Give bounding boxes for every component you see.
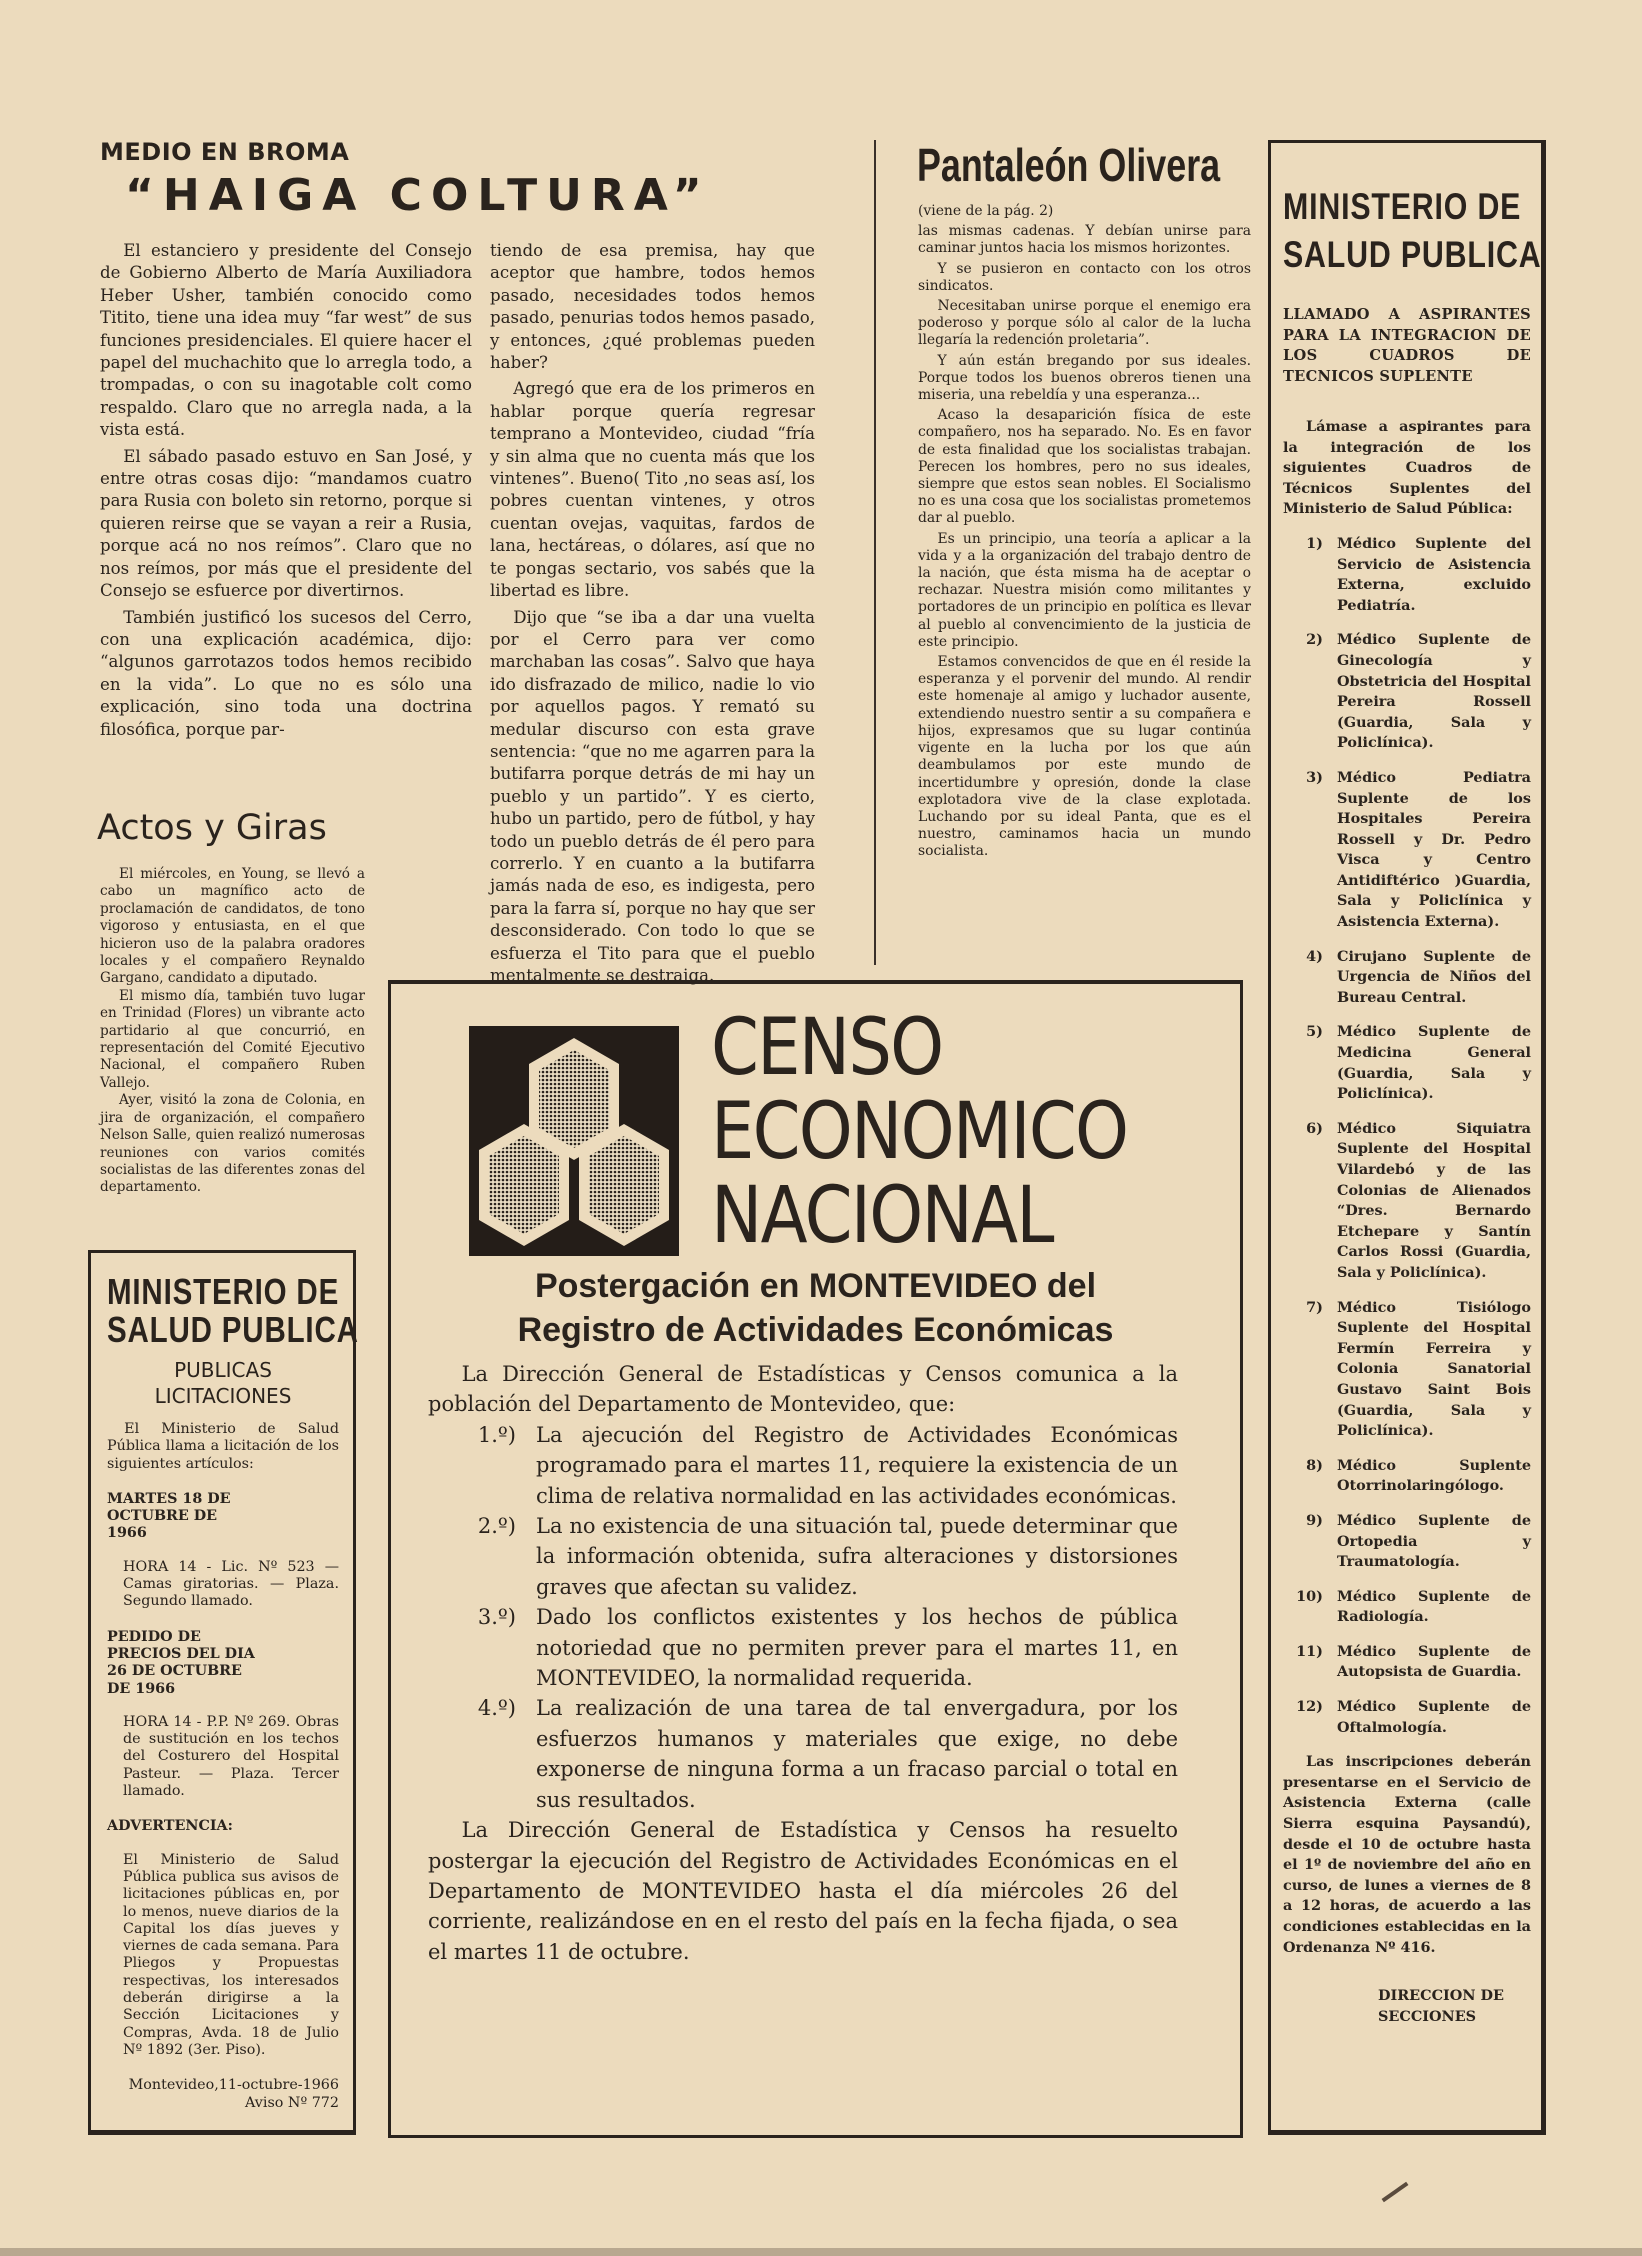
warning-text: El Ministerio de Salud Pública publica sus avisos de licitaciones públicas en, por lo menos, nueve diarios de la Capital los días jueves y viernes de cada semana. Para Pliegos y Propuestas respectivas, los interesados deberán dirigirse a la Sección Licitaciones y Compras, Avda. 18 de Julio Nº 1892 (3er. Piso). bbox=[123, 1851, 339, 2058]
item-text: Médico Suplente de Radiología. bbox=[1337, 1587, 1531, 1626]
paragraph: Acaso la desaparición física de este compañero, nos ha separado. No. Es en favor de esta finalidad que los socialistas trabajan. Perecen los hombres, pero no sus ideales, siempre que estos sean nobles. El Socialismo no es una cosa que los socialistas prometemos dar al pueblo. bbox=[918, 407, 1251, 527]
article-column-2 bbox=[490, 240, 815, 991]
notice-title: MINISTERIO DE bbox=[1283, 186, 1522, 227]
paragraph: las mismas cadenas. Y debían unirse para caminar juntos hacia los mismos horizontes. bbox=[918, 223, 1251, 257]
paragraph: Ayer, visitó la zona de Colonia, en jira de organización, el compañero Nelson Salle, quien realizó numerosas reuniones con varios comités socialistas de las diferentes zonas del departamento. bbox=[100, 1092, 365, 1196]
list-item bbox=[428, 1511, 1178, 1602]
notice-subtitle bbox=[107, 1357, 339, 1409]
ad-intro: La Dirección General de Estadísticas y Censos comunica a la población del Departamento de Montevideo, que: bbox=[428, 1362, 1178, 1417]
paragraph: Dijo que “se iba a dar una vuelta por el Cerro para ver como marchaban las cosas”. Salvo que haya ido disfrazado de milico, nadie lo vio por aquellos pagos. Y remató su medular discurso con esta grave sentencia: “que no me agarren para la butifarra porque detrás de mi hay un pueblo y un partido”. Y es cierto, hubo un partido, pero de fútbol, y hay todo un pueblo detrás de él pero para correrlo. Y en cuanto a la butifarra jamás nada de eso, es indigesta, pero para la farra sí, porque no hay que ser desconsiderado. Con todo lo que se esfuerza el Tito para que el pueblo mentalmente se destraiga. bbox=[490, 607, 815, 985]
list-item bbox=[1283, 768, 1531, 933]
wordmark-line: CENSO bbox=[711, 1003, 943, 1093]
signature-line: DIRECCION DE bbox=[1378, 1987, 1504, 2005]
item-text: Médico Tisiólogo Suplente del Hospital Fermín Ferreira y Colonia Sanatorial Gustavo Saint Bois (Guardia, Sala y Policlínica). bbox=[1337, 1298, 1531, 1440]
item-number: 4.º) bbox=[477, 1696, 516, 1721]
notice-signature bbox=[1378, 1986, 1531, 2027]
notice-call: LLAMADO A ASPIRANTES PARA LA INTEGRACION DE LOS CUADROS DE TECNICOS SUPLENTE bbox=[1283, 306, 1531, 385]
item-text: Cirujano Suplente de Urgencia de Niños del Bureau Central. bbox=[1337, 947, 1531, 1006]
wordmark-line: NACIONAL bbox=[711, 1171, 1053, 1261]
item-number: 7) bbox=[1306, 1298, 1323, 1316]
paragraph: Agregó que era de los primeros en hablar porque quería regresar temprano a Montevideo, ciudad “fría y sin alma que no cuenta más que los vintenes”. Bueno( Tito ,no seas así, los pobres cuentan vintenes, y otros cuentan ovejas, vaquitas, fardos de lana, hectáreas, o dólares, así que no te pongas sectario, vos sabés que la libertad es libre. bbox=[490, 379, 815, 601]
item-number: 3) bbox=[1306, 768, 1323, 786]
item-text: La ajecución del Registro de Actividades Económicas programado para el martes 11, requiere la existencia de un clima de relativa normalidad en las actividades económicas. bbox=[536, 1422, 1178, 1508]
item-text: Médico Suplente del Servicio de Asistencia Externa, excluido Pediatría. bbox=[1337, 534, 1531, 614]
item-number: 2) bbox=[1306, 631, 1323, 649]
headline-line: Postergación en MONTEVIDEO del bbox=[534, 1267, 1097, 1305]
list-item bbox=[1283, 1697, 1531, 1738]
item-text: La realización de una tarea de tal envergadura, por los esfuerzos humanos y materiales que exige, no debe exponerse de ninguna forma a un fracaso parcial o total en sus resultados. bbox=[536, 1696, 1178, 1812]
notice-date: MARTES 18 DE OCTUBRE DE 1966 bbox=[107, 1490, 231, 1542]
page-edge-shadow bbox=[0, 2248, 1642, 2256]
subtitle-line: PUBLICAS bbox=[174, 1358, 272, 1382]
notice-closing: Las inscripciones deberán presentarse en el Servicio de Asistencia Externa (calle Sierra esquina Paysandú), desde el 10 de octubre hasta el 1º de noviembre del año en curso, de lunes a viernes de 8 a 12 horas, de acuerdo a las condiciones establecidas en la Ordenanza Nº 416. bbox=[1283, 1753, 1531, 1956]
paragraph: El sábado pasado estuvo en San José, y entre otras cosas dijo: “mandamos cuatro para Rusia con boleto sin retorno, porque si quieren reirse que se vayan a reir a Rusia, porque acá no nos reímos”. Claro que no nos reímos, por más que el presidente del Consejo se esfuerce por divertirnos. bbox=[100, 446, 472, 601]
paragraph: También justificó los sucesos del Cerro, con una explicación académica, dijo: “algunos garrotazos todos hemos recibido en la vida”. Lo que no es sólo una explicación, sino toda una doctrina filosófica, porque par- bbox=[100, 607, 472, 739]
item-number: 4) bbox=[1306, 947, 1323, 965]
ad-headline bbox=[391, 1264, 1240, 1352]
licitaciones-notice bbox=[88, 1250, 359, 2135]
item-text: Médico Suplente Otorrinolaringólogo. bbox=[1337, 1456, 1531, 1495]
paragraph: El estanciero y presidente del Consejo de Gobierno Alberto de María Auxiliadora Heber Usher, también conocido como Titito, tiene una idea muy “far west” de sus funciones presidenciales. El quiere hacer el papel del muchachito que lo arregla todo, a trompadas, o con su inagotable colt como respaldo. Claro que no arregla nada, a la vista está. bbox=[100, 241, 472, 440]
item-text: Dado los conflictos existentes y los hechos de pública notoriedad que no permiten prever para el martes 11, en MONTEVIDEO, la normalidad requerida. bbox=[536, 1605, 1178, 1691]
list-item bbox=[1283, 1456, 1531, 1497]
list-item bbox=[1283, 947, 1531, 1009]
censo-advertisement bbox=[388, 980, 1243, 2138]
paragraph: tiendo de esa premisa, hay que aceptor que hambre, todos hemos pasado, necesidades todos hemos pasado, penurias todos hemos pasado, y entonces, ¿qué problemas pueden haber? bbox=[490, 241, 815, 373]
tecnicos-notice bbox=[1268, 140, 1546, 2135]
column-divider bbox=[874, 140, 876, 965]
paragraph: Y aún están bregando por sus ideales. Porque todos los buenos obreros tienen una miseria, una rebeldía y una esperanza... bbox=[918, 352, 1251, 404]
list-item bbox=[428, 1420, 1178, 1511]
paragraph: Estamos convencidos de que en él reside la esperanza y el porvenir del mundo. Al rendir este homenaje al amigo y luchador ausente, extendiendo nuestro sentir a su compañera e hijos, expresamos que su lugar continúa vigente en la lucha por los que aún deambulamos por este mundo de incertidumbre y opresión, donde la clase explotadora vive de la clase explotada. Luchando por su ideal Panta, que es el nuestro, caminamos hacia un mundo socialista. bbox=[918, 654, 1251, 860]
actos-heading: Actos y Giras bbox=[97, 808, 327, 848]
item-text: Médico Suplente de Ortopedia y Traumatología. bbox=[1337, 1511, 1531, 1571]
item-number: 9) bbox=[1306, 1511, 1323, 1529]
list-item bbox=[1283, 1587, 1531, 1628]
paragraph: El miércoles, en Young, se llevó a cabo un magnífico acto de proclamación de candidatos, de tono vigoroso y entusiasta, en el que hicieron uso de la palabra oradores locales y el compañero Reynaldo Gargano, candidato a diputado. bbox=[100, 866, 365, 987]
item-number: 5) bbox=[1306, 1023, 1323, 1041]
wordmark-line: ECONOMICO bbox=[711, 1087, 1128, 1177]
actos-body bbox=[100, 866, 365, 1197]
pantaleon-heading: Pantaleón Olivera bbox=[917, 139, 1221, 191]
item-number: 11) bbox=[1296, 1642, 1323, 1660]
list-item bbox=[1283, 1119, 1531, 1284]
item-text: La no existencia de una situación tal, puede determinar que la información obtenida, sufra alteraciones y distorsiones graves que afectan su validez. bbox=[536, 1514, 1178, 1599]
notice-intro: Lámase a aspirantes para la integración de los siguientes Cuadros de Técnicos Suplentes del Ministerio de Salud Pública: bbox=[1283, 418, 1531, 518]
list-item bbox=[1283, 1511, 1531, 1573]
item-number: 6) bbox=[1306, 1119, 1323, 1137]
list-item bbox=[428, 1602, 1178, 1693]
item-text: Médico Suplente de Autopsista de Guardia. bbox=[1337, 1642, 1531, 1681]
item-number: 2.º) bbox=[477, 1514, 516, 1539]
article-kicker: MEDIO EN BROMA bbox=[100, 138, 350, 166]
notice-item: HORA 14 - P.P. Nº 269. Obras de sustitución en los techos del Costurero del Hospital Pasteur. — Plaza. Tercer llamado. bbox=[123, 1713, 339, 1800]
list-item bbox=[1283, 1022, 1531, 1104]
censo-wordmark bbox=[711, 1003, 1128, 1261]
list-item bbox=[1283, 630, 1531, 754]
item-number: 1.º) bbox=[477, 1422, 516, 1447]
place-date: Montevideo,11-octubre-1966 bbox=[128, 2077, 339, 2094]
list-item bbox=[1283, 534, 1531, 616]
item-number: 12) bbox=[1296, 1698, 1323, 1716]
paragraph: Y se pusieron en contacto con los otros sindicatos. bbox=[918, 260, 1251, 294]
item-text: Médico Pediatra Suplente de los Hospitales Pereira Rossell y Dr. Pedro Visca y Centro Antidiftérico )Guardia, Sala y Policlínica y Asistencia Externa). bbox=[1337, 768, 1531, 931]
notice-item: HORA 14 - Lic. Nº 523 — Camas giratorias. — Plaza. Segundo llamado. bbox=[123, 1558, 339, 1610]
article-column-1 bbox=[100, 240, 472, 745]
article-headline: “HAIGA COLTURA” bbox=[125, 170, 711, 221]
list-item bbox=[428, 1693, 1178, 1815]
ad-closing: La Dirección General de Estadística y Censos ha resuelto postergar la ejecución del Registro de Actividades Económicas en el Departamento de MONTEVIDEO hasta el día miércoles 26 del corriente, realizándose en en el resto del país en la fecha fijada, o sea el martes 11 de octubre. bbox=[428, 1818, 1178, 1964]
list-item bbox=[1283, 1298, 1531, 1442]
ad-body bbox=[428, 1359, 1178, 1967]
continuation-note: (viene de la pág. 2) bbox=[918, 203, 1054, 219]
item-text: Médico Suplente de Ginecología y Obstetricia del Hospital Pereira Rossell (Guardia, Sala y Policlínica). bbox=[1337, 631, 1531, 752]
aviso-number: Aviso Nº 772 bbox=[245, 2094, 339, 2111]
item-number: 10) bbox=[1296, 1587, 1323, 1605]
notice-intro: El Ministerio de Salud Pública llama a licitación de los siguientes artículos: bbox=[107, 1421, 339, 1472]
list-item bbox=[1283, 1642, 1531, 1683]
paragraph: Necesitaban unirse porque el enemigo era poderoso y porque sólo al calor de la lucha llegaría la redención proletaria”. bbox=[918, 298, 1251, 349]
headline-line: Registro de Actividades Económicas bbox=[517, 1311, 1114, 1349]
item-number: 8) bbox=[1306, 1456, 1323, 1474]
notice-title: SALUD PUBLICA bbox=[1283, 234, 1542, 275]
paragraph: El mismo día, también tuvo lugar en Trinidad (Flores) un vibrante acto partidario al que concurrió, en representación del Comité Ejecutivo Nacional, el compañero Ruben Vallejo. bbox=[100, 987, 365, 1091]
item-text: Médico Suplente de Oftalmología. bbox=[1337, 1698, 1531, 1736]
item-number: 3.º) bbox=[477, 1605, 516, 1630]
item-number: 1) bbox=[1306, 534, 1323, 552]
paragraph: Es un principio, una teoría a aplicar a la vida y a la organización del trabajo dentro de la nación, que ésta misma ha de aceptar o rechazar. Nuestra misión como militantes y portadores de un principio en política es llevar al pueblo al convencimiento de la justicia de este principio. bbox=[918, 530, 1251, 650]
notice-title: MINISTERIO DE bbox=[107, 1271, 340, 1312]
pantaleon-body bbox=[918, 203, 1251, 864]
notice-title: SALUD PUBLICA bbox=[107, 1309, 359, 1350]
notice-date: PEDIDO DE PRECIOS DEL DIA 26 DE OCTUBRE DE 1966 bbox=[107, 1628, 255, 1697]
warning-label: ADVERTENCIA: bbox=[107, 1818, 233, 1835]
subtitle-line: LICITACIONES bbox=[154, 1384, 292, 1408]
item-text: Médico Siquiatra Suplente del Hospital Vilardebó y de las Colonias de Alienados “Dres. Bernardo Etchepare y Santín Carlos Rossi (Guardia, Sala y Policlínica). bbox=[1337, 1119, 1531, 1281]
item-text: Médico Suplente de Medicina General (Guardia, Sala y Policlínica). bbox=[1337, 1023, 1531, 1103]
signature-line: SECCIONES bbox=[1378, 2007, 1477, 2025]
censo-hexagon-logo-icon bbox=[469, 1026, 679, 1256]
ink-mark bbox=[1382, 2182, 1409, 2202]
